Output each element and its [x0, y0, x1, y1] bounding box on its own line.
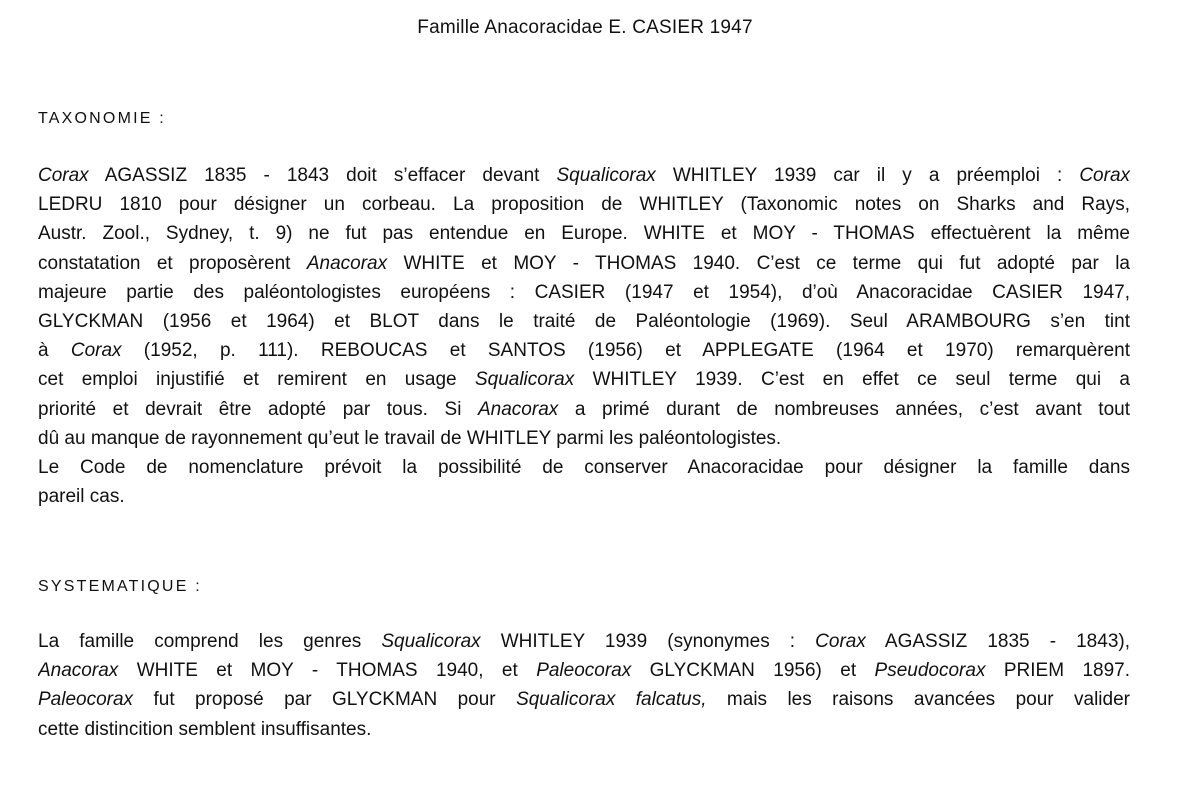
italic-taxon-name: Corax	[70, 340, 122, 362]
italic-taxon-name: Squalicorax	[556, 165, 656, 186]
text-run: a primé durant de nombreuses années, c’est avant tout	[558, 398, 1130, 420]
italic-taxon-name: Corax	[1079, 165, 1130, 186]
text-run: La famille comprend les genres	[38, 631, 382, 652]
italic-taxon-name: Paleocorax	[536, 660, 632, 682]
text-run: majeure partie des paléontologistes européens : CASIER (1947 et 1954), d’où Anacoracidae CASIER 1947,	[38, 281, 1130, 303]
text-run: pareil cas.	[38, 486, 125, 508]
text-line	[38, 249, 1130, 278]
text-line	[38, 656, 1130, 685]
text-line	[38, 336, 1130, 365]
text-line	[38, 161, 1130, 190]
italic-taxon-name: Squalicorax falcatus,	[516, 689, 707, 711]
text-line	[38, 715, 1130, 744]
text-run: WHITLEY 1939 car il y a préemploi :	[655, 165, 1080, 186]
text-run: Le Code de nomenclature prévoit la possibilité de conserver Anacoracidae pour désigner la famille dans	[38, 457, 1130, 479]
text-run: WHITLEY 1939 (synonymes :	[480, 631, 816, 652]
text-line	[38, 453, 1130, 482]
text-run: AGASSIZ 1835 - 1843),	[865, 631, 1130, 652]
text-run: WHITLEY 1939. C’est en effet ce seul terme qui a	[574, 369, 1130, 391]
italic-taxon-name: Anacorax	[306, 252, 388, 274]
italic-taxon-name: Anacorax	[38, 660, 119, 682]
text-line	[38, 685, 1130, 714]
text-run: (1952, p. 111). REBOUCAS et SANTOS (1956) et APPLEGATE (1964 et 1970) remarquèrent	[121, 340, 1130, 362]
text-run: GLYCKMAN (1956 et 1964) et BLOT dans le traité de Paléontologie (1969). Seul ARAMBOURG s’en tint	[38, 311, 1130, 333]
text-line	[38, 365, 1130, 394]
text-run: mais les raisons avancées pour valider	[706, 689, 1130, 711]
text-run: WHITE et MOY - THOMAS 1940. C’est ce terme qui fut adopté par la	[387, 252, 1130, 274]
italic-taxon-name: Corax	[815, 631, 866, 652]
italic-taxon-name: Pseudocorax	[874, 660, 986, 682]
italic-taxon-name: Anacorax	[478, 398, 559, 420]
italic-taxon-name: Paleocorax	[38, 689, 134, 711]
page-title: Famille Anacoracidae E. CASIER 1947	[417, 17, 753, 38]
text-line	[38, 278, 1130, 307]
text-line	[38, 482, 1130, 511]
italic-taxon-name: Squalicorax	[381, 631, 481, 652]
text-run: AGASSIZ 1835 - 1843 doit s’effacer devant	[88, 165, 557, 186]
paragraph-taxonomie	[38, 161, 1130, 511]
section-heading-taxonomie: TAXONOMIE :	[38, 110, 166, 127]
text-run: priorité et devrait être adopté par tous. Si	[38, 398, 478, 420]
text-run: LEDRU 1810 pour désigner un corbeau. La proposition de WHITLEY (Taxonomic notes on Sharks and Rays,	[38, 194, 1130, 216]
text-run: WHITE et MOY - THOMAS 1940, et	[118, 660, 537, 682]
text-run: constatation et proposèrent	[38, 252, 307, 274]
text-run: cette distincition semblent insuffisantes.	[38, 718, 372, 740]
text-line	[38, 219, 1130, 248]
text-line	[38, 424, 1130, 453]
italic-taxon-name: Corax	[38, 165, 89, 186]
text-line	[38, 395, 1130, 424]
paragraph-systematique	[38, 627, 1130, 744]
text-line	[38, 307, 1130, 336]
italic-taxon-name: Squalicorax	[474, 369, 575, 391]
section-heading-systematique: SYSTEMATIQUE :	[38, 578, 202, 595]
text-line	[38, 627, 1130, 656]
text-run: Austr. Zool., Sydney, t. 9) ne fut pas entendue en Europe. WHITE et MOY - THOMAS effectuèrent la même	[38, 223, 1130, 245]
text-run: PRIEM 1897.	[985, 660, 1130, 682]
text-run: cet emploi injustifié et remirent en usage	[38, 369, 475, 391]
text-line	[38, 190, 1130, 219]
text-run: GLYCKMAN 1956) et	[631, 660, 875, 682]
text-run: dû au manque de rayonnement qu’eut le travail de WHITLEY parmi les paléontologistes.	[38, 427, 782, 449]
text-run: à	[38, 340, 71, 362]
text-run: fut proposé par GLYCKMAN pour	[133, 689, 517, 711]
